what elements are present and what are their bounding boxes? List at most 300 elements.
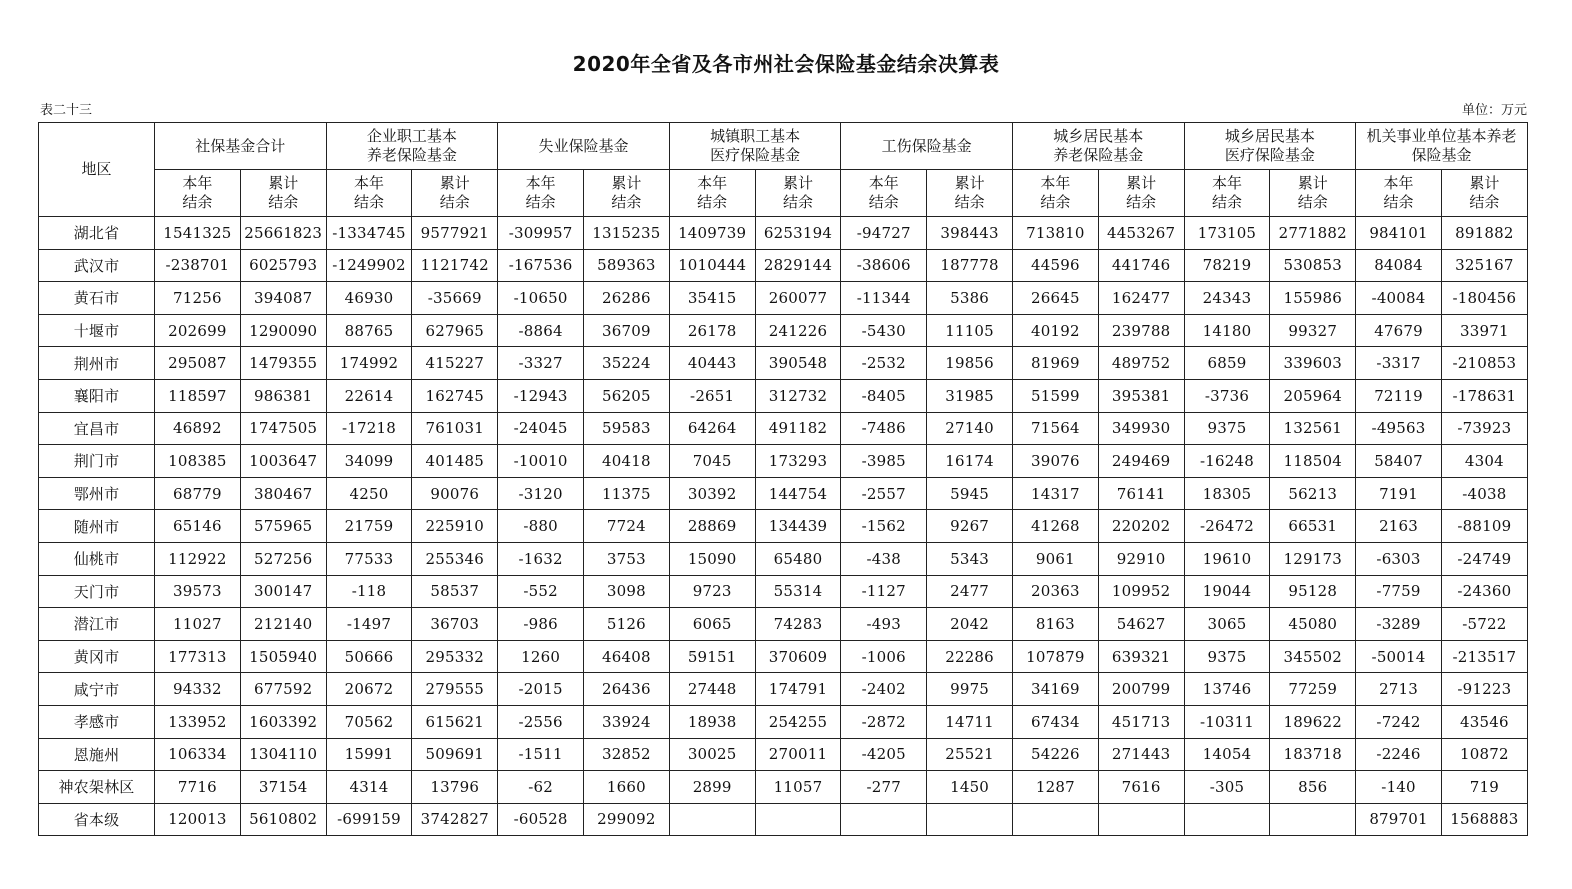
region-cell: 宜昌市: [39, 412, 155, 445]
value-cell: 9375: [1184, 412, 1270, 445]
value-cell: 112922: [155, 542, 241, 575]
fund-header-line1: 企业职工基本: [366, 127, 457, 145]
value-cell: 109952: [1098, 575, 1184, 608]
value-cell: 7045: [669, 445, 755, 478]
value-cell: 22614: [326, 379, 412, 412]
value-cell: -178631: [1441, 379, 1527, 412]
value-cell: -167536: [498, 249, 584, 282]
value-cell: 1003647: [240, 445, 326, 478]
value-cell: 58537: [412, 575, 498, 608]
value-cell: 249469: [1098, 445, 1184, 478]
value-cell: 5343: [927, 542, 1013, 575]
value-cell: 11375: [583, 477, 669, 510]
value-cell: 46408: [583, 640, 669, 673]
value-cell: -10010: [498, 445, 584, 478]
value-cell: 40192: [1012, 314, 1098, 347]
sub-header-line: 结余: [611, 193, 642, 211]
value-cell: 174791: [755, 673, 841, 706]
value-cell: -1562: [841, 510, 927, 543]
value-cell: 202699: [155, 314, 241, 347]
value-cell: 325167: [1441, 249, 1527, 282]
value-cell: 1260: [498, 640, 584, 673]
value-cell: -5722: [1441, 608, 1527, 641]
value-cell: 8163: [1012, 608, 1098, 641]
value-cell: -10311: [1184, 705, 1270, 738]
region-cell: 十堰市: [39, 314, 155, 347]
value-cell: 106334: [155, 738, 241, 771]
value-cell: -699159: [326, 803, 412, 836]
value-cell: 279555: [412, 673, 498, 706]
value-cell: 95128: [1270, 575, 1356, 608]
region-cell: 湖北省: [39, 217, 155, 250]
value-cell: -3985: [841, 445, 927, 478]
current-balance-header: [1356, 170, 1442, 217]
value-cell: [1270, 803, 1356, 836]
value-cell: 6025793: [240, 249, 326, 282]
value-cell: 27448: [669, 673, 755, 706]
fund-header-line1: 机关事业单位基本养老: [1366, 127, 1517, 145]
value-cell: 68779: [155, 477, 241, 510]
value-cell: 380467: [240, 477, 326, 510]
value-cell: 173293: [755, 445, 841, 478]
value-cell: 527256: [240, 542, 326, 575]
value-cell: 398443: [927, 217, 1013, 250]
value-cell: 50666: [326, 640, 412, 673]
table-row: [39, 510, 1528, 543]
value-cell: 26645: [1012, 282, 1098, 315]
region-cell: 荆门市: [39, 445, 155, 478]
current-balance-header: [155, 170, 241, 217]
value-cell: 7724: [583, 510, 669, 543]
value-cell: 35224: [583, 347, 669, 380]
region-cell: 天门市: [39, 575, 155, 608]
value-cell: -6303: [1356, 542, 1442, 575]
value-cell: -118: [326, 575, 412, 608]
value-cell: 394087: [240, 282, 326, 315]
value-cell: 59583: [583, 412, 669, 445]
value-cell: 241226: [755, 314, 841, 347]
region-cell: 荆州市: [39, 347, 155, 380]
value-cell: 1568883: [1441, 803, 1527, 836]
current-balance-header: [669, 170, 755, 217]
value-cell: 11057: [755, 771, 841, 804]
value-cell: 47679: [1356, 314, 1442, 347]
value-cell: 6065: [669, 608, 755, 641]
current-balance-header: [326, 170, 412, 217]
value-cell: 200799: [1098, 673, 1184, 706]
value-cell: 856: [1270, 771, 1356, 804]
value-cell: 2829144: [755, 249, 841, 282]
value-cell: -38606: [841, 249, 927, 282]
sub-header-line: 本年: [353, 174, 384, 192]
value-cell: 13746: [1184, 673, 1270, 706]
fund-header-line1: 城乡居民基本: [1224, 127, 1315, 145]
value-cell: -180456: [1441, 282, 1527, 315]
value-cell: 1121742: [412, 249, 498, 282]
value-cell: -305: [1184, 771, 1270, 804]
value-cell: 35415: [669, 282, 755, 315]
sub-header-line: 本年: [1211, 174, 1242, 192]
value-cell: 162745: [412, 379, 498, 412]
value-cell: 2477: [927, 575, 1013, 608]
value-cell: 25521: [927, 738, 1013, 771]
table-row: [39, 412, 1528, 445]
sub-header-line: 累计: [439, 174, 470, 192]
value-cell: 4304: [1441, 445, 1527, 478]
sub-header-line: 累计: [1126, 174, 1157, 192]
value-cell: 56205: [583, 379, 669, 412]
fund-header-line2: 医疗保险基金: [1224, 146, 1315, 164]
value-cell: [1184, 803, 1270, 836]
value-cell: 37154: [240, 771, 326, 804]
value-cell: -12943: [498, 379, 584, 412]
value-cell: 415227: [412, 347, 498, 380]
value-cell: -493: [841, 608, 927, 641]
value-cell: 59151: [669, 640, 755, 673]
value-cell: 295332: [412, 640, 498, 673]
value-cell: 7616: [1098, 771, 1184, 804]
value-cell: 390548: [755, 347, 841, 380]
value-cell: 129173: [1270, 542, 1356, 575]
value-cell: -50014: [1356, 640, 1442, 673]
value-cell: 144754: [755, 477, 841, 510]
value-cell: -3289: [1356, 608, 1442, 641]
value-cell: 2042: [927, 608, 1013, 641]
value-cell: -1632: [498, 542, 584, 575]
value-cell: 719: [1441, 771, 1527, 804]
value-cell: 891882: [1441, 217, 1527, 250]
value-cell: -3120: [498, 477, 584, 510]
table-row: [39, 608, 1528, 641]
value-cell: -3317: [1356, 347, 1442, 380]
fund-header: [1356, 123, 1528, 170]
table-row: [39, 771, 1528, 804]
value-cell: -91223: [1441, 673, 1527, 706]
value-cell: 225910: [412, 510, 498, 543]
sub-header-line: 结余: [182, 193, 213, 211]
table-row: [39, 249, 1528, 282]
value-cell: 183718: [1270, 738, 1356, 771]
value-cell: 1603392: [240, 705, 326, 738]
value-cell: 761031: [412, 412, 498, 445]
value-cell: 1660: [583, 771, 669, 804]
value-cell: -2557: [841, 477, 927, 510]
sub-header-line: 累计: [782, 174, 813, 192]
fund-header-line2: 养老保险基金: [1053, 146, 1144, 164]
table-row: [39, 379, 1528, 412]
value-cell: -3327: [498, 347, 584, 380]
value-cell: 6859: [1184, 347, 1270, 380]
value-cell: 19610: [1184, 542, 1270, 575]
value-cell: 677592: [240, 673, 326, 706]
value-cell: 1010444: [669, 249, 755, 282]
value-cell: 271443: [1098, 738, 1184, 771]
value-cell: 4250: [326, 477, 412, 510]
value-cell: 43546: [1441, 705, 1527, 738]
value-cell: 3098: [583, 575, 669, 608]
value-cell: 16174: [927, 445, 1013, 478]
value-cell: 45080: [1270, 608, 1356, 641]
fund-header-line2: 医疗保险基金: [710, 146, 801, 164]
value-cell: 54627: [1098, 608, 1184, 641]
value-cell: 22286: [927, 640, 1013, 673]
table-row: [39, 640, 1528, 673]
sub-header-line: 结余: [782, 193, 813, 211]
value-cell: 107879: [1012, 640, 1098, 673]
value-cell: 177313: [155, 640, 241, 673]
value-cell: 3065: [1184, 608, 1270, 641]
value-cell: 31985: [927, 379, 1013, 412]
value-cell: 74283: [755, 608, 841, 641]
table-row: [39, 217, 1528, 250]
value-cell: 162477: [1098, 282, 1184, 315]
value-cell: -3736: [1184, 379, 1270, 412]
value-cell: -8864: [498, 314, 584, 347]
value-cell: 639321: [1098, 640, 1184, 673]
value-cell: 879701: [1356, 803, 1442, 836]
value-cell: 15090: [669, 542, 755, 575]
region-cell: 孝感市: [39, 705, 155, 738]
value-cell: 81969: [1012, 347, 1098, 380]
value-cell: 24343: [1184, 282, 1270, 315]
value-cell: -1497: [326, 608, 412, 641]
value-cell: 220202: [1098, 510, 1184, 543]
sub-header-line: 本年: [182, 174, 213, 192]
value-cell: 1409739: [669, 217, 755, 250]
value-cell: 36709: [583, 314, 669, 347]
value-cell: 33924: [583, 705, 669, 738]
table-row: [39, 282, 1528, 315]
value-cell: 30025: [669, 738, 755, 771]
sub-header-line: 结余: [439, 193, 470, 211]
value-cell: 5610802: [240, 803, 326, 836]
value-cell: -552: [498, 575, 584, 608]
value-cell: 65480: [755, 542, 841, 575]
value-cell: -1334745: [326, 217, 412, 250]
cumulative-balance-header: [240, 170, 326, 217]
value-cell: 370609: [755, 640, 841, 673]
region-cell: 神农架林区: [39, 771, 155, 804]
value-cell: 5386: [927, 282, 1013, 315]
table-row: [39, 445, 1528, 478]
value-cell: 71256: [155, 282, 241, 315]
value-cell: 34169: [1012, 673, 1098, 706]
value-cell: [1098, 803, 1184, 836]
value-cell: 401485: [412, 445, 498, 478]
value-cell: 15991: [326, 738, 412, 771]
fund-header: [498, 123, 670, 170]
cumulative-balance-header: [1098, 170, 1184, 217]
fund-header-line1: 工伤保险基金: [881, 136, 972, 155]
value-cell: 92910: [1098, 542, 1184, 575]
table-row: [39, 575, 1528, 608]
cumulative-balance-header: [412, 170, 498, 217]
value-cell: 187778: [927, 249, 1013, 282]
value-cell: -11344: [841, 282, 927, 315]
value-cell: 26286: [583, 282, 669, 315]
value-cell: 174992: [326, 347, 412, 380]
cumulative-balance-header: [1441, 170, 1527, 217]
value-cell: -73923: [1441, 412, 1527, 445]
fund-header: [1184, 123, 1356, 170]
value-cell: 489752: [1098, 347, 1184, 380]
value-cell: 118597: [155, 379, 241, 412]
value-cell: 255346: [412, 542, 498, 575]
value-cell: 2163: [1356, 510, 1442, 543]
value-cell: 1479355: [240, 347, 326, 380]
value-cell: 9577921: [412, 217, 498, 250]
value-cell: 345502: [1270, 640, 1356, 673]
fund-header: [669, 123, 841, 170]
value-cell: -49563: [1356, 412, 1442, 445]
value-cell: 77259: [1270, 673, 1356, 706]
region-cell: 襄阳市: [39, 379, 155, 412]
value-cell: 7716: [155, 771, 241, 804]
cumulative-balance-header: [1270, 170, 1356, 217]
sub-header-line: 结余: [1469, 193, 1500, 211]
fund-header-line1: 失业保险基金: [538, 136, 629, 155]
value-cell: 46930: [326, 282, 412, 315]
current-balance-header: [1184, 170, 1270, 217]
value-cell: 13796: [412, 771, 498, 804]
value-cell: 14711: [927, 705, 1013, 738]
value-cell: [1012, 803, 1098, 836]
value-cell: [669, 803, 755, 836]
region-cell: 仙桃市: [39, 542, 155, 575]
region-cell: 黄石市: [39, 282, 155, 315]
value-cell: 270011: [755, 738, 841, 771]
fund-balance-table: [38, 122, 1528, 836]
value-cell: -986: [498, 608, 584, 641]
value-cell: 349930: [1098, 412, 1184, 445]
cumulative-balance-header: [927, 170, 1013, 217]
value-cell: -213517: [1441, 640, 1527, 673]
region-cell: 鄂州市: [39, 477, 155, 510]
value-cell: 33971: [1441, 314, 1527, 347]
value-cell: -8405: [841, 379, 927, 412]
value-cell: 9267: [927, 510, 1013, 543]
value-cell: 41268: [1012, 510, 1098, 543]
value-cell: 118504: [1270, 445, 1356, 478]
value-cell: 26178: [669, 314, 755, 347]
value-cell: 173105: [1184, 217, 1270, 250]
table-row: [39, 477, 1528, 510]
value-cell: -438: [841, 542, 927, 575]
value-cell: 20672: [326, 673, 412, 706]
sub-header-line: 本年: [697, 174, 728, 192]
table-row: [39, 673, 1528, 706]
value-cell: 1287: [1012, 771, 1098, 804]
value-cell: 9723: [669, 575, 755, 608]
value-cell: 1450: [927, 771, 1013, 804]
value-cell: -309957: [498, 217, 584, 250]
value-cell: 1747505: [240, 412, 326, 445]
value-cell: 46892: [155, 412, 241, 445]
value-cell: 530853: [1270, 249, 1356, 282]
value-cell: 134439: [755, 510, 841, 543]
value-cell: 19044: [1184, 575, 1270, 608]
value-cell: [841, 803, 927, 836]
region-cell: 随州市: [39, 510, 155, 543]
value-cell: 78219: [1184, 249, 1270, 282]
value-cell: -2015: [498, 673, 584, 706]
value-cell: -24749: [1441, 542, 1527, 575]
value-cell: 56213: [1270, 477, 1356, 510]
value-cell: 90076: [412, 477, 498, 510]
value-cell: 299092: [583, 803, 669, 836]
sub-header-line: 结余: [1297, 193, 1328, 211]
value-cell: 7191: [1356, 477, 1442, 510]
value-cell: 984101: [1356, 217, 1442, 250]
value-cell: 5945: [927, 477, 1013, 510]
value-cell: 21759: [326, 510, 412, 543]
value-cell: 34099: [326, 445, 412, 478]
value-cell: 986381: [240, 379, 326, 412]
sub-header-line: 本年: [525, 174, 556, 192]
value-cell: 36703: [412, 608, 498, 641]
sub-header-line: 本年: [1040, 174, 1071, 192]
value-cell: -2246: [1356, 738, 1442, 771]
value-cell: 451713: [1098, 705, 1184, 738]
value-cell: [755, 803, 841, 836]
value-cell: -88109: [1441, 510, 1527, 543]
sub-header-line: 结余: [697, 193, 728, 211]
sub-header-line: 累计: [268, 174, 299, 192]
value-cell: -40084: [1356, 282, 1442, 315]
value-cell: -94727: [841, 217, 927, 250]
value-cell: 32852: [583, 738, 669, 771]
value-cell: -17218: [326, 412, 412, 445]
value-cell: 1315235: [583, 217, 669, 250]
value-cell: 84084: [1356, 249, 1442, 282]
table-row: [39, 705, 1528, 738]
value-cell: [927, 803, 1013, 836]
cumulative-balance-header: [755, 170, 841, 217]
value-cell: 99327: [1270, 314, 1356, 347]
value-cell: 300147: [240, 575, 326, 608]
value-cell: -2532: [841, 347, 927, 380]
value-cell: 94332: [155, 673, 241, 706]
value-cell: 64264: [669, 412, 755, 445]
region-cell: 武汉市: [39, 249, 155, 282]
value-cell: -60528: [498, 803, 584, 836]
value-cell: 3742827: [412, 803, 498, 836]
sub-header-line: 结余: [353, 193, 384, 211]
value-cell: -7242: [1356, 705, 1442, 738]
fund-header-line2: 保险基金: [1411, 146, 1472, 164]
value-cell: 20363: [1012, 575, 1098, 608]
value-cell: -1249902: [326, 249, 412, 282]
sub-header-line: 累计: [1297, 174, 1328, 192]
value-cell: -2402: [841, 673, 927, 706]
fund-header: [326, 123, 498, 170]
fund-header: [841, 123, 1013, 170]
value-cell: -880: [498, 510, 584, 543]
value-cell: 1290090: [240, 314, 326, 347]
value-cell: 28869: [669, 510, 755, 543]
value-cell: 72119: [1356, 379, 1442, 412]
value-cell: 55314: [755, 575, 841, 608]
fund-header-line1: 城镇职工基本: [710, 127, 801, 145]
value-cell: 44596: [1012, 249, 1098, 282]
value-cell: -16248: [1184, 445, 1270, 478]
sub-header-line: 结余: [268, 193, 299, 211]
table-row: [39, 803, 1528, 836]
value-cell: 6253194: [755, 217, 841, 250]
table-number: 表二十三: [40, 103, 93, 118]
value-cell: 76141: [1098, 477, 1184, 510]
value-cell: 205964: [1270, 379, 1356, 412]
